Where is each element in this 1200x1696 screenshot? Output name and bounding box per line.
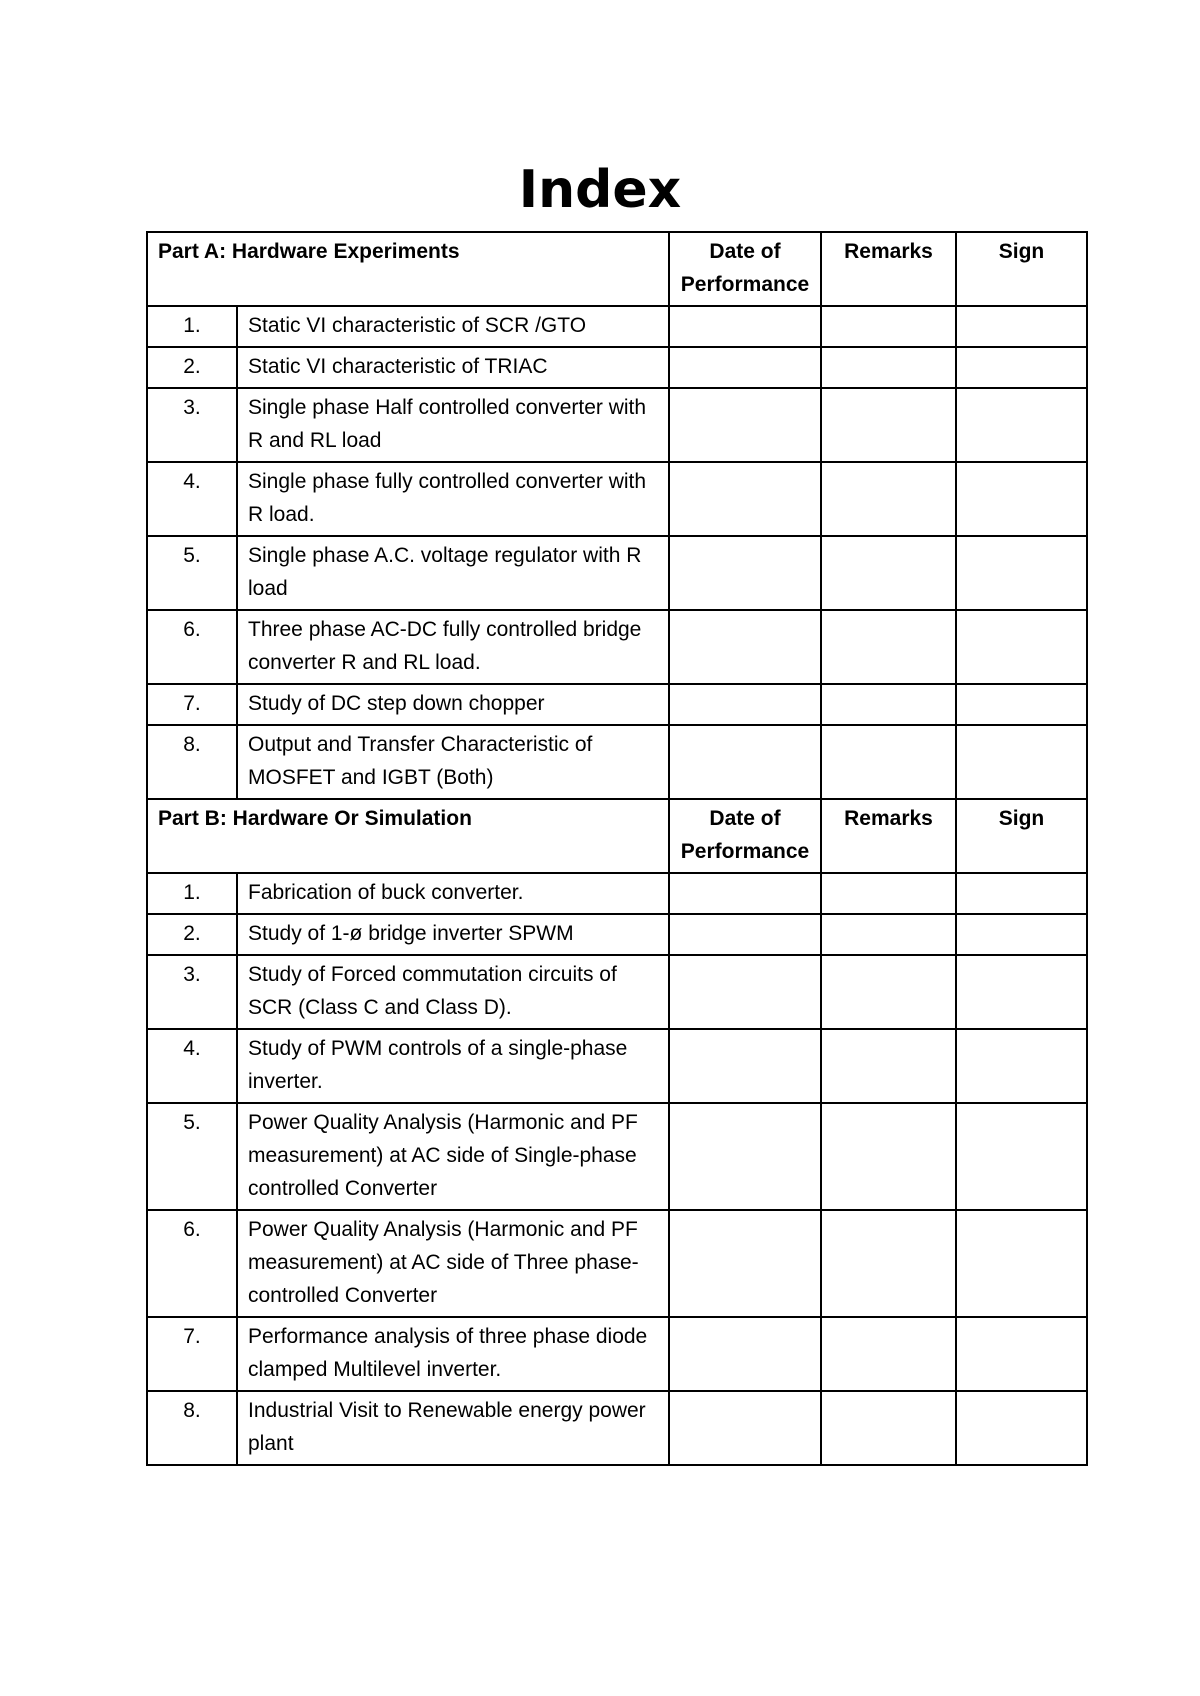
sign-cell[interactable] bbox=[956, 1210, 1087, 1317]
row-number: 7. bbox=[147, 1317, 237, 1391]
table-row bbox=[147, 306, 1087, 347]
row-number: 3. bbox=[147, 955, 237, 1029]
date-cell[interactable] bbox=[669, 610, 821, 684]
experiment-title: Study of Forced commutation circuits of SCR (Class C and Class D). bbox=[237, 955, 669, 1029]
remarks-cell[interactable] bbox=[821, 873, 956, 914]
table-row bbox=[147, 684, 1087, 725]
table-row bbox=[147, 914, 1087, 955]
experiment-title: Single phase A.C. voltage regulator with R load bbox=[237, 536, 669, 610]
experiment-title: Output and Transfer Characteristic of MOSFET and IGBT (Both) bbox=[237, 725, 669, 799]
experiment-title: Power Quality Analysis (Harmonic and PF measurement) at AC side of Single-phase controlled Converter bbox=[237, 1103, 669, 1210]
row-number: 1. bbox=[147, 873, 237, 914]
table-row bbox=[147, 536, 1087, 610]
row-number: 8. bbox=[147, 725, 237, 799]
experiment-title: Study of 1-ø bridge inverter SPWM bbox=[237, 914, 669, 955]
part-a-heading: Part A: Hardware Experiments bbox=[147, 232, 669, 306]
part-b-remarks-header: Remarks bbox=[821, 799, 956, 873]
remarks-cell[interactable] bbox=[821, 347, 956, 388]
sign-cell[interactable] bbox=[956, 1317, 1087, 1391]
remarks-cell[interactable] bbox=[821, 1317, 956, 1391]
sign-cell[interactable] bbox=[956, 306, 1087, 347]
date-cell[interactable] bbox=[669, 1210, 821, 1317]
table-row bbox=[147, 1103, 1087, 1210]
experiment-title: Static VI characteristic of SCR /GTO bbox=[237, 306, 669, 347]
table-row bbox=[147, 347, 1087, 388]
experiment-title: Single phase Half controlled converter with R and RL load bbox=[237, 388, 669, 462]
date-cell[interactable] bbox=[669, 914, 821, 955]
remarks-cell[interactable] bbox=[821, 1210, 956, 1317]
table-row bbox=[147, 1317, 1087, 1391]
row-number: 5. bbox=[147, 1103, 237, 1210]
sign-cell[interactable] bbox=[956, 610, 1087, 684]
sign-cell[interactable] bbox=[956, 873, 1087, 914]
date-cell[interactable] bbox=[669, 1391, 821, 1465]
part-b-date-header: Date of Performance bbox=[669, 799, 821, 873]
sign-cell[interactable] bbox=[956, 725, 1087, 799]
remarks-cell[interactable] bbox=[821, 725, 956, 799]
date-cell[interactable] bbox=[669, 462, 821, 536]
sign-cell[interactable] bbox=[956, 1029, 1087, 1103]
row-number: 8. bbox=[147, 1391, 237, 1465]
row-number: 2. bbox=[147, 914, 237, 955]
experiment-title: Study of PWM controls of a single-phase inverter. bbox=[237, 1029, 669, 1103]
remarks-cell[interactable] bbox=[821, 1103, 956, 1210]
sign-cell[interactable] bbox=[956, 914, 1087, 955]
sign-cell[interactable] bbox=[956, 684, 1087, 725]
date-cell[interactable] bbox=[669, 725, 821, 799]
remarks-cell[interactable] bbox=[821, 536, 956, 610]
date-cell[interactable] bbox=[669, 873, 821, 914]
remarks-cell[interactable] bbox=[821, 610, 956, 684]
part-a-sign-header: Sign bbox=[956, 232, 1087, 306]
row-number: 1. bbox=[147, 306, 237, 347]
remarks-cell[interactable] bbox=[821, 684, 956, 725]
remarks-cell[interactable] bbox=[821, 306, 956, 347]
date-cell[interactable] bbox=[669, 1317, 821, 1391]
row-number: 2. bbox=[147, 347, 237, 388]
remarks-cell[interactable] bbox=[821, 1391, 956, 1465]
date-cell[interactable] bbox=[669, 347, 821, 388]
row-number: 4. bbox=[147, 1029, 237, 1103]
remarks-cell[interactable] bbox=[821, 914, 956, 955]
date-cell[interactable] bbox=[669, 388, 821, 462]
page-title: Index bbox=[518, 160, 682, 220]
index-table bbox=[146, 231, 1088, 1466]
table-row bbox=[147, 610, 1087, 684]
part-a-header-row bbox=[147, 232, 1087, 306]
remarks-cell[interactable] bbox=[821, 1029, 956, 1103]
sign-cell[interactable] bbox=[956, 462, 1087, 536]
table-row bbox=[147, 1391, 1087, 1465]
date-cell[interactable] bbox=[669, 684, 821, 725]
table-row bbox=[147, 1029, 1087, 1103]
part-b-header-row bbox=[147, 799, 1087, 873]
experiment-title: Performance analysis of three phase diode clamped Multilevel inverter. bbox=[237, 1317, 669, 1391]
date-cell[interactable] bbox=[669, 1103, 821, 1210]
sign-cell[interactable] bbox=[956, 388, 1087, 462]
row-number: 3. bbox=[147, 388, 237, 462]
experiment-title: Fabrication of buck converter. bbox=[237, 873, 669, 914]
date-cell[interactable] bbox=[669, 536, 821, 610]
date-cell[interactable] bbox=[669, 955, 821, 1029]
remarks-cell[interactable] bbox=[821, 388, 956, 462]
part-b-heading: Part B: Hardware Or Simulation bbox=[147, 799, 669, 873]
sign-cell[interactable] bbox=[956, 1391, 1087, 1465]
date-cell[interactable] bbox=[669, 306, 821, 347]
table-row bbox=[147, 955, 1087, 1029]
part-b-sign-header: Sign bbox=[956, 799, 1087, 873]
table-row bbox=[147, 388, 1087, 462]
experiment-title: Power Quality Analysis (Harmonic and PF measurement) at AC side of Three phase-controlled Converter bbox=[237, 1210, 669, 1317]
table-row bbox=[147, 1210, 1087, 1317]
row-number: 5. bbox=[147, 536, 237, 610]
row-number: 6. bbox=[147, 610, 237, 684]
experiment-title: Static VI characteristic of TRIAC bbox=[237, 347, 669, 388]
sign-cell[interactable] bbox=[956, 955, 1087, 1029]
experiment-title: Single phase fully controlled converter with R load. bbox=[237, 462, 669, 536]
row-number: 6. bbox=[147, 1210, 237, 1317]
row-number: 7. bbox=[147, 684, 237, 725]
experiment-title: Industrial Visit to Renewable energy power plant bbox=[237, 1391, 669, 1465]
part-a-remarks-header: Remarks bbox=[821, 232, 956, 306]
sign-cell[interactable] bbox=[956, 536, 1087, 610]
sign-cell[interactable] bbox=[956, 1103, 1087, 1210]
remarks-cell[interactable] bbox=[821, 955, 956, 1029]
part-a-date-header: Date of Performance bbox=[669, 232, 821, 306]
table-row bbox=[147, 462, 1087, 536]
experiment-title: Study of DC step down chopper bbox=[237, 684, 669, 725]
remarks-cell[interactable] bbox=[821, 462, 956, 536]
experiment-title: Three phase AC-DC fully controlled bridge converter R and RL load. bbox=[237, 610, 669, 684]
sign-cell[interactable] bbox=[956, 347, 1087, 388]
table-row bbox=[147, 873, 1087, 914]
table-row bbox=[147, 725, 1087, 799]
date-cell[interactable] bbox=[669, 1029, 821, 1103]
row-number: 4. bbox=[147, 462, 237, 536]
